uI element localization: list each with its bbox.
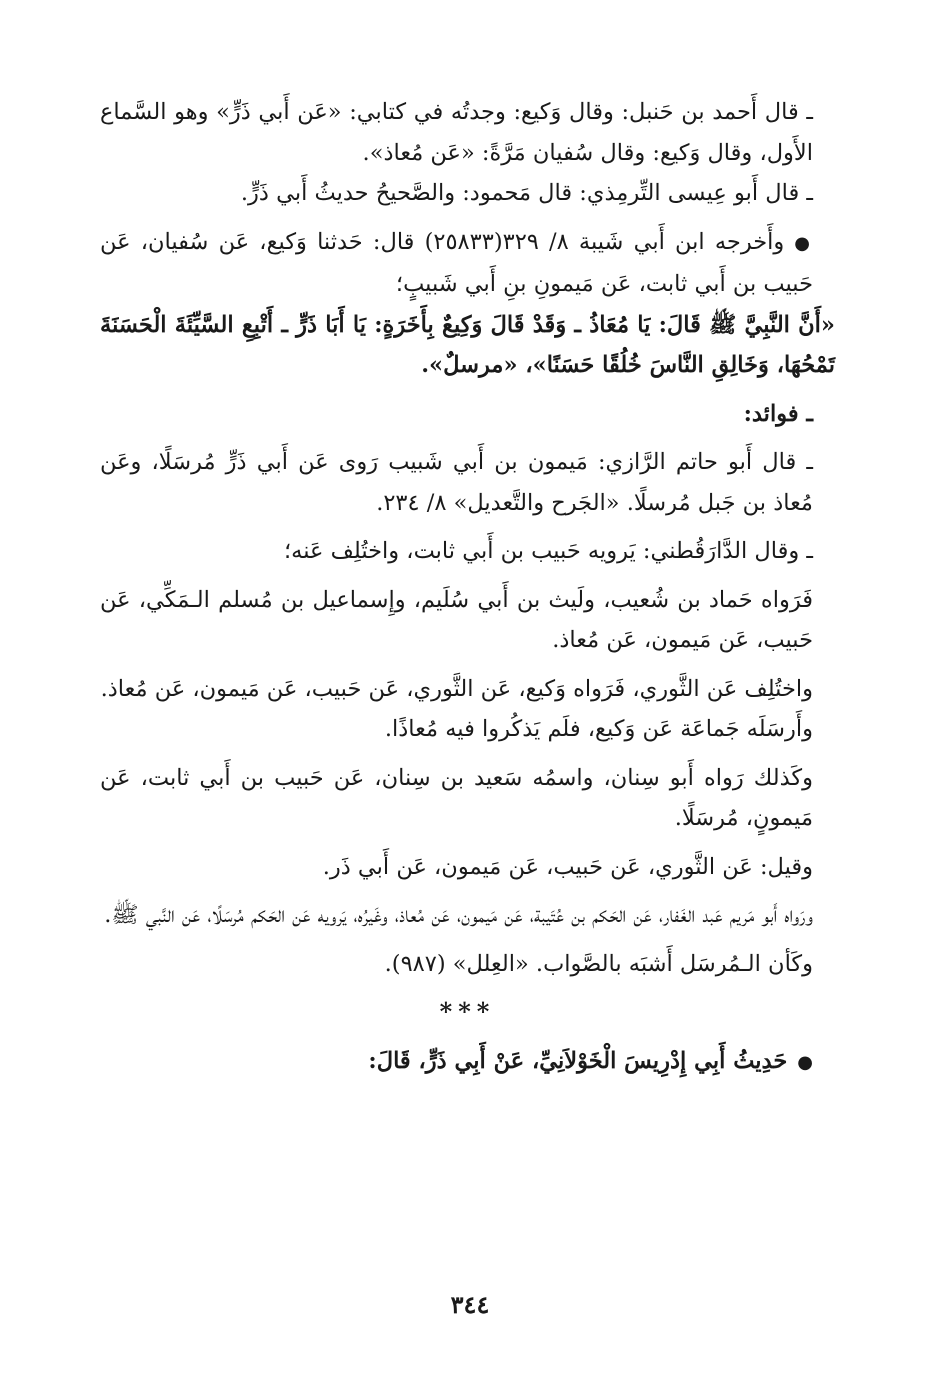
- takhrij-text: وأَخرجه ابن أَبي شَيبة ٨/ ٣٢٩(٢٥٨٣٣) قال: حَدثنا وَكيع، عَن سُفيان، عَن حَبيب بن أَبي ثابت، عَن مَيمونِ بنِ أَبي شَبيبٍ؛: [100, 228, 813, 297]
- next-hadith-text: حَدِيثُ أَبِي إِدْرِيسَ الْخَوْلاَنِيِّ، عَنْ أَبِي ذَرٍّ، قَالَ:: [368, 1047, 788, 1074]
- note-thawri: واختُلِف عَن الثَّوري، فَرَواه وَكيع، عَن الثَّوري، عَن حَبيب، عَن مَيمون، عَن مُعاذ.: [100, 675, 813, 702]
- narration-ahmad: ـ قال أَحمد بن حَنبل: وقال وَكيع: وجدتُه في كتابي: «عَن أَبي ذَرٍّ» وهو السَّماع الأَول، وقال وَكيع: وقال سُفيان مَرَّةً: «عَن مُعاذ».: [100, 99, 813, 166]
- takhrij-ibn-abi-shaybah: [100, 222, 835, 305]
- note-conclusion: وكَأن الـمُرسَل أَشبَه بالصَّواب. «العِلل» (٩٨٧).: [384, 950, 813, 977]
- page-number: ٣٤٤: [450, 1290, 490, 1319]
- note-abu-maryam: ورَواه أَبو مَريم عَبد الغَفار، عَن الحَكم بن عُتَيبة، عَن مَيمون، عَن مُعاذ، وغَيرُه، يَرويه عَن الحَكم مُرسَلًا، عَن النَّبي ﷺ.: [104, 902, 813, 928]
- note-hammad: فَرَواه حَماد بن شُعيب، ولَيث بن أَبي سُلَيم، وإِسماعيل بن مُسلم الـمَكِّي، عَن حَبيب، عَن مَيمون، عَن مُعاذ.: [100, 586, 813, 653]
- section-divider: ***: [439, 997, 496, 1026]
- note-abu-sinan: وكَذلك رَواه أَبو سِنان، واسمُه سَعيد بن سِنان، عَن حَبيب بن أَبي ثابت، عَن مَيمونٍ، مُرسَلًا.: [100, 764, 813, 831]
- next-hadith-heading: [100, 1041, 835, 1084]
- note-abu-hatim: ـ قال أَبو حاتم الرَّازي: مَيمون بن أَبي شَبيب رَوى عَن أَبي ذَرٍّ مُرسَلًا، وعَن مُعاذ بن جَبل مُرسلًا. «الجَرح والتَّعديل» ٨/ ٢٣٤.: [100, 449, 813, 516]
- note-irsal: وأَرسَلَه جَماعَة عَن وَكيع، فلَم يَذكُروا فيه مُعاذًا.: [384, 716, 813, 742]
- narration-tirmidhi: ـ قال أَبو عِيسى التِّرمِذي: قال مَحمود: والصَّحيحُ حديثُ أَبي ذَرٍّ.: [240, 180, 813, 206]
- hadith-text: «أَنَّ النَّبِيَّ ﷺ قَالَ: يَا مُعَاذُ ـ وَقَدْ قَالَ وَكِيعٌ بِأَخَرَةٍ: يَا أَبَا ذَرٍّ ـ أَتْبِعِ السَّيِّئَةَ الْحَسَنَةَ تَمْحُهَا، وَخَالِقِ النَّاسَ خُلُقًا حَسَنًا»، «مرسلٌ».: [100, 311, 835, 378]
- note-daraqutni: ـ وقال الدَّارَقُطني: يَرويه حَبيب بن أَبي ثابت، واختُلِف عَنه؛: [284, 538, 813, 564]
- note-qila: وقيل: عَن الثَّوري، عَن حَبيب، عَن مَيمون، عَن أَبي ذَر.: [322, 853, 813, 880]
- page-body: [100, 92, 835, 1091]
- bullet-icon: ●: [794, 232, 813, 254]
- bullet-icon: ●: [797, 1051, 813, 1073]
- section-heading-fawaid: ـ فوائد:: [743, 400, 813, 427]
